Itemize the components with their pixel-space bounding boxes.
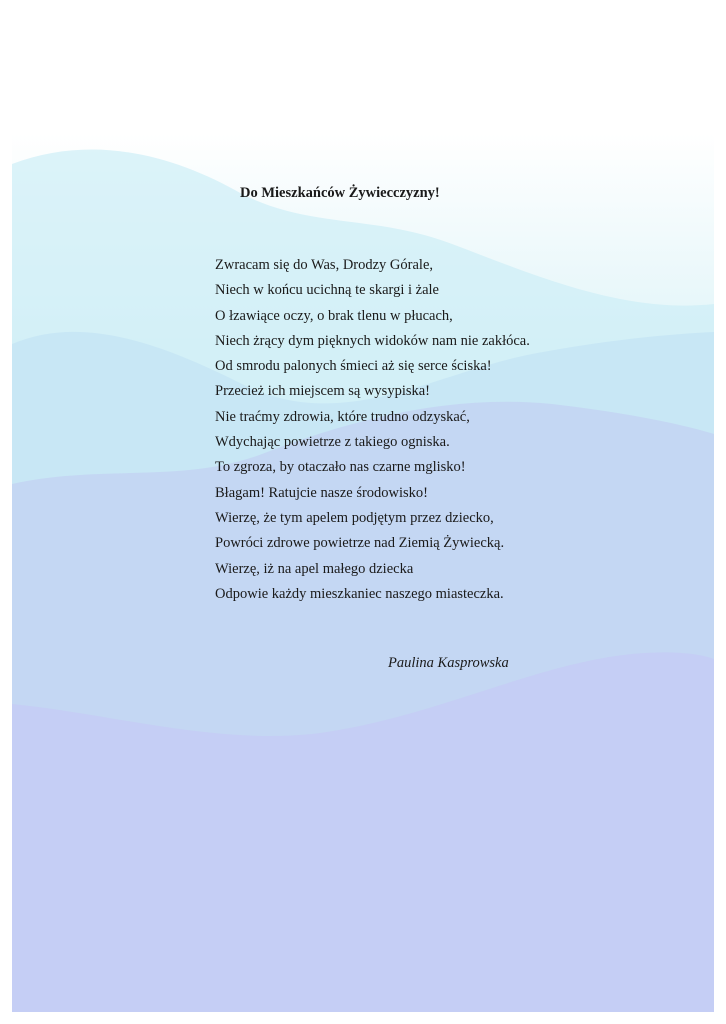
poem-title: Do Mieszkańców Żywiecczyzny! bbox=[240, 185, 440, 201]
poem-line: Od smrodu palonych śmieci aż się serce ściska! bbox=[215, 358, 492, 375]
poem-line: Niech w końcu ucichną te skargi i żale bbox=[215, 282, 439, 299]
poem-line: Odpowie każdy mieszkaniec naszego miasteczka. bbox=[215, 585, 504, 602]
poem-line: Wdychając powietrze z takiego ogniska. bbox=[215, 434, 450, 451]
poem-line: To zgroza, by otaczało nas czarne mglisko! bbox=[215, 459, 466, 476]
poem-line: Wierzę, iż na apel małego dziecka bbox=[215, 560, 414, 577]
poem-line: Niech żrący dym pięknych widoków nam nie zakłóca. bbox=[215, 332, 530, 349]
poem-line: Błagam! Ratujcie nasze środowisko! bbox=[215, 484, 429, 501]
poem-line: Zwracam się do Was, Drodzy Górale, bbox=[215, 257, 434, 273]
poem-line: O łzawiące oczy, o brak tlenu w płucach, bbox=[215, 307, 453, 324]
poem-line: Powróci zdrowe powietrze nad Ziemią Żywiecką. bbox=[215, 535, 505, 552]
poem-body bbox=[215, 253, 530, 607]
poem-author: Paulina Kasprowska bbox=[388, 655, 509, 671]
poem-line: Wierzę, że tym apelem podjętym przez dziecko, bbox=[215, 509, 494, 526]
poem-line: Nie traćmy zdrowia, które trudno odzyskać, bbox=[215, 408, 470, 425]
poem-line: Przecież ich miejscem są wysypiska! bbox=[215, 383, 431, 400]
